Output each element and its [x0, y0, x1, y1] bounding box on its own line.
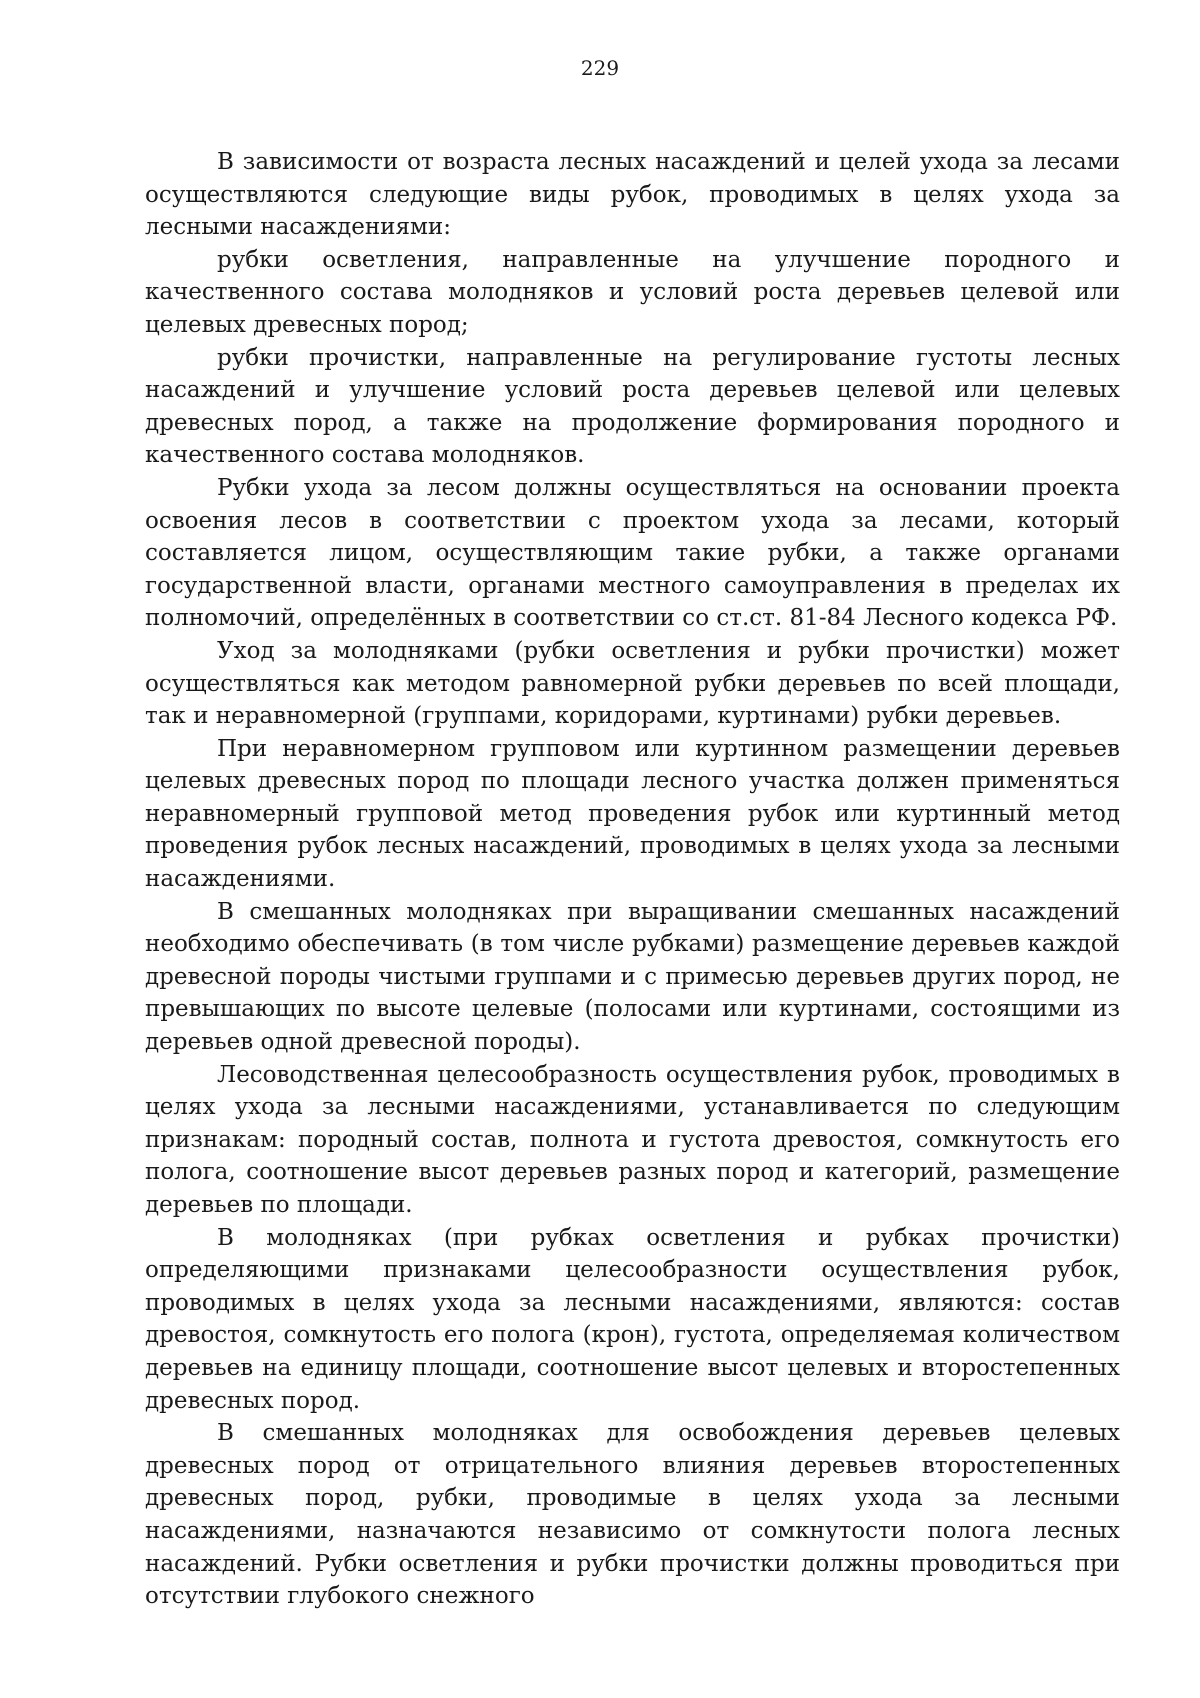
paragraph: Рубки ухода за лесом должны осуществляться на основании проекта освоения лесов в соответствии с проектом ухода за лесами, который составляется лицом, осуществляющим такие рубки, а также органами государственной власти, органами местного самоуправления в пределах их полномочий, определённых в соответствии со ст.ст. 81-84 Лесного кодекса РФ. [145, 474, 1120, 632]
paragraph: рубки осветления, направленные на улучшение породного и качественного состава молодняков и условий роста деревьев целевой или целевых древесных пород; [145, 246, 1120, 338]
paragraph: При неравномерном групповом или куртинном размещении деревьев целевых древесных пород по площади лесного участка должен применяться неравномерный групповой метод проведения рубок или куртинный метод проведения рубок лесных насаждений, проводимых в целях ухода за лесными насаждениями. [145, 735, 1120, 893]
paragraph: Лесоводственная целесообразность осуществления рубок, проводимых в целях ухода за лесными насаждениями, устанавливается по следующим признакам: породный состав, полнота и густота древостоя, сомкнутость его полога, соотношение высот деревьев разных пород и категорий, размещение деревьев по площади. [145, 1061, 1120, 1218]
body-text [145, 146, 1120, 1613]
paragraph: В зависимости от возраста лесных насаждений и целей ухода за лесами осуществляются следующие виды рубок, проводимых в целях ухода за лесными насаждениями: [145, 149, 1120, 241]
paragraph: В молодняках (при рубках осветления и рубках прочистки) определяющими признаками целесообразности осуществления рубок, проводимых в целях ухода за лесными насаждениями, являются: состав древостоя, сомкнутость его полога (крон), густота, определяемая количеством деревьев на единицу площади, соотношение высот целевых и второстепенных древесных пород. [145, 1224, 1120, 1414]
paragraph: Уход за молодняками (рубки осветления и рубки прочистки) может осуществляться как методом равномерной рубки деревьев по всей площади, так и неравномерной (группами, коридорами, куртинами) рубки деревьев. [145, 637, 1120, 730]
paragraph: рубки прочистки, направленные на регулирование густоты лесных насаждений и улучшение условий роста деревьев целевой или целевых древесных пород, а также на продолжение формирования породного и качественного состава молодняков. [145, 344, 1120, 469]
paragraph: В смешанных молодняках для освобождения деревьев целевых древесных пород от отрицательного влияния деревьев второстепенных древесных пород, рубки, проводимые в целях ухода за лесными насаждениями, назначаются независимо от сомкнутости полога лесных насаждений. Рубки осветления и рубки прочистки должны проводиться при отсутствии глубокого снежного [145, 1420, 1120, 1610]
paragraph: В смешанных молодняках при выращивании смешанных насаждений необходимо обеспечивать (в том числе рубками) размещение деревьев каждой древесной породы чистыми группами и с примесью деревьев других пород, не превышающих по высоте целевые (полосами или куртинами, состоящими из деревьев одной древесной породы). [145, 898, 1120, 1056]
page-number: 229 [580, 56, 620, 80]
